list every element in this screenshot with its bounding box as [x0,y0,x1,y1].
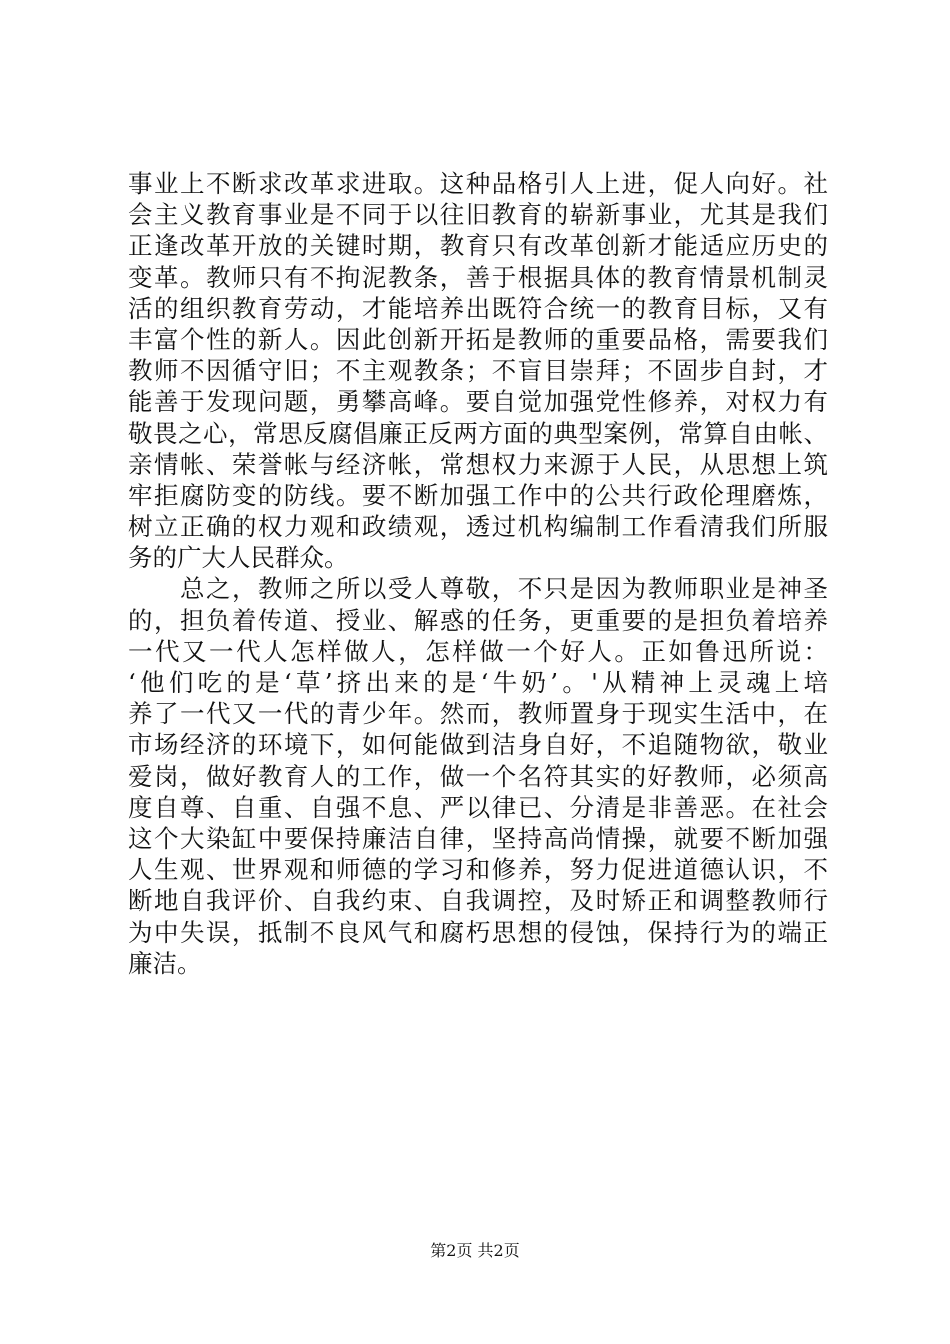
text-line: 事业上不断求改革求进取。这种品格引人上进，促人向好。社 [128,169,828,198]
text-line: 的，担负着传道、授业、解惑的任务，更重要的是担负着培养 [128,605,828,635]
text-line: 度自尊、自重、自强不息、严以律已、分清是非善恶。在社会 [128,792,828,822]
text-line: 丰富个性的新人。因此创新开拓是教师的重要品格，需要我们 [128,324,828,354]
document-body [128,168,828,979]
paragraph-1 [128,168,828,573]
text-line: 养了一代又一代的青少年。然而，教师置身于现实生活中，在 [128,699,828,729]
text-line: 变革。教师只有不拘泥教条，善于根据具体的教育情景机制灵 [128,262,828,292]
text-line: 一代又一代人怎样做人，怎样做一个好人。正如鲁迅所说： [128,636,828,666]
page-number: 第2页 共2页 [430,1241,520,1260]
text-line: ‘他们吃的是‘草’挤出来的是‘牛奶’。'从精神上灵魂上培 [128,668,828,697]
text-line: 市场经济的环境下，如何能做到洁身自好，不追随物欲，敬业 [128,730,828,760]
text-line: 总之，教师之所以受人尊敬，不只是因为教师职业是神圣 [180,574,828,604]
text-line: 能善于发现问题，勇攀高峰。要自觉加强党性修养，对权力有 [128,387,828,417]
text-line: 廉洁。 [128,948,202,978]
text-line: 正逢改革开放的关键时期，教育只有改革创新才能适应历史的 [128,231,828,261]
text-line: 人生观、世界观和师德的学习和修养，努力促进道德认识，不 [128,855,828,885]
text-line: 务的广大人民群众。 [128,543,349,573]
page-footer [0,1241,950,1261]
text-line: 爱岗，做好教育人的工作，做一个名符其实的好教师，必须高 [128,761,828,791]
text-line: 这个大染缸中要保持廉洁自律，坚持高尚情操，就要不断加强 [128,823,828,853]
text-line: 牢拒腐防变的防线。要不断加强工作中的公共行政伦理磨炼， [128,480,828,510]
text-line: 断地自我评价、自我约束、自我调控，及时矫正和调整教师行 [128,886,828,916]
text-line: 活的组织教育劳动，才能培养出既符合统一的教育目标，又有 [128,293,828,323]
text-line: 敬畏之心，常思反腐倡廉正反两方面的典型案例，常算自由帐、 [128,418,828,448]
text-line: 会主义教育事业是不同于以往旧教育的崭新事业，尤其是我们 [128,200,828,230]
text-line: 教师不因循守旧；不主观教条；不盲目崇拜；不固步自封，才 [128,356,828,386]
text-line: 树立正确的权力观和政绩观，透过机构编制工作看清我们所服 [128,512,828,542]
text-line: 亲情帐、荣誉帐与经济帐，常想权力来源于人民，从思想上筑 [128,449,828,479]
paragraph-2 [128,573,828,978]
text-line: 为中失误，抵制不良风气和腐朽思想的侵蚀，保持行为的端正 [128,917,828,947]
